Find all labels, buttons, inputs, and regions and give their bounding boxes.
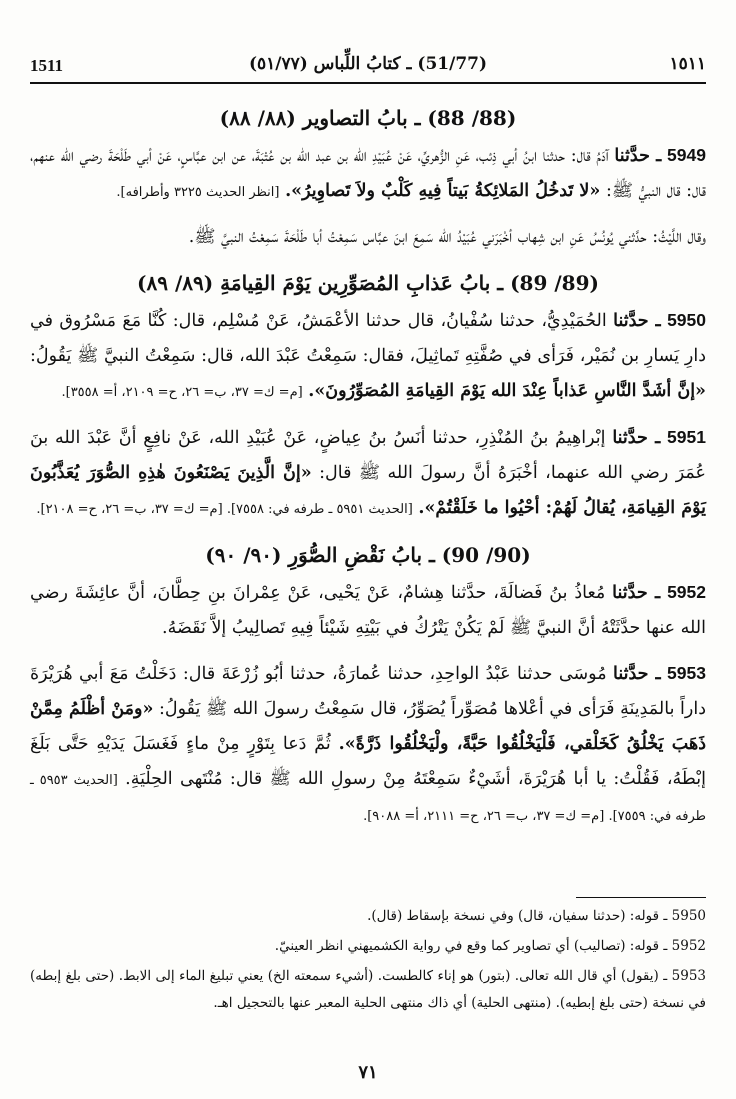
hadith-quote: «إنَّ الَّذِينَ يَصْنَعُونَ هٰذِهِ الصُّوَرَ يُعَذَّبُونَ يَوْمَ القِيامَةِ، يُقالُ لَهُمْ: أحْيُوا ما خَلَقْتُمْ». bbox=[30, 463, 706, 518]
hadith-5952 bbox=[30, 575, 706, 646]
chapter-title-90: (90/ 90) ـ بابُ نَقْضِ الصُّوَرِ (٩٠/ ٩٠) bbox=[205, 543, 531, 567]
hadith-quote: «إنَّ أشَدَّ النَّاسِ عَذاباً عِنْدَ الله يَوْمَ القِيامَةِ المُصَوِّرُونَ». bbox=[308, 381, 706, 401]
running-title: (51/77) ـ كتابُ اللِّباس (٥١/٧٧) bbox=[248, 54, 488, 74]
hadith-lead: ـ حدَّثنا bbox=[612, 428, 661, 448]
footnotes bbox=[30, 903, 706, 1020]
footnote-5953: 5953 ـ (يقول) أي قال الله تعالى. (بتور) هو إناء كالطست. (أشيء سمعته الخ) يعني تبليغ الماء إلى الابط. (حتى بلغ إبطه) في نسخة (حتى بلغ إبطيه). (منتهى الحلية) أي ذاك منتهى الحلية المعبر عنها بالتحجيل اهـ. bbox=[30, 968, 706, 1011]
footnote-separator bbox=[576, 897, 706, 898]
hadith-number: 5950 bbox=[667, 310, 706, 330]
hadith-quote: «ومَنْ أظْلَمُ مِمَّنْ ذَهَبَ يَخْلُقُ كَخَلْقي، فَلْيَخْلُقُوا حَبَّةً، ولْيَخْلُقُوا ذَرَّةً». bbox=[30, 699, 706, 754]
chapter-title-89: (89/ 89) ـ بابُ عَذابِ المُصَوِّرِين يَوْمَ القِيامَةِ (٨٩/ ٨٩) bbox=[137, 271, 599, 295]
hadith-text: مُعاذُ بنُ فَضالَةَ، حدَّثنا هِشامٌ، عَنْ يَحْيى، عَنْ عِمْرانَ بنِ حِطَّانَ، أنَّ عائِشَةَ رضي الله عنها حدَّثَتْهُ أنَّ النبيَّ ﷺ لَمْ يَكُنْ يَتْرُكُ في بَيْتِهِ شَيْئاً فِيهِ تَصالِيبُ إلاَّ نَقَضَهُ. bbox=[30, 583, 706, 638]
footnote-5952: 5952 ـ قوله: (تصاليب) أي تصاوير كما وقع في رواية الكشميهني انظر العينيّ. bbox=[274, 938, 706, 954]
hadith-continuation: ثُمَّ دَعا بِتَوْرٍ مِنْ ماءٍ فَغَسَلَ يَدَيْهِ حَتَّى بَلَغَ إبْطَهُ، فَقُلْتُ: يا أبا هُرَيْرَةَ، أشَيْءٌ سَمِعْتَهُ مِنْ رسولِ الله ﷺ قال: مُنْتَهى الحِلْيَةِ. bbox=[30, 734, 706, 789]
hadith-text: إبْراهِيمُ بنُ المُنْذِرِ، حدثنا أنَسُ بنُ عِياضٍ، عَنْ عُبَيْدِ الله، عَنْ نافِعٍ أنَّ عَبْدَ الله بنَ عُمَرَ رضي الله عنهما، أخْبَرَهُ أنَّ رسولَ الله ﷺ قال: bbox=[30, 428, 706, 483]
footnote-5950: 5950 ـ قوله: (حدثنا سفيان، قال) وفي نسخة بإسقاط (قال). bbox=[367, 908, 706, 924]
hadith-reference: [الحديث ٥٩٥١ ـ طرفه في: ٧٥٥٨]. [م= ك= ٣٧، ب= ٢٦، ح= ٢١٠٨]. bbox=[36, 502, 413, 517]
hadith-number: 5949 bbox=[667, 145, 706, 165]
hadith-number: 5951 bbox=[667, 427, 706, 447]
hadith-text: مُوسَى حدثنا عَبْدُ الواحِدِ، حدثنا عُمارَةُ، حدثنا أبُو زُرْعَةَ قال: دَخَلْتُ مَعَ أبي هُرَيْرَةَ داراً بالمَدِينَةِ فَرَأى في أعْلاها مُصَوِّراً يُصَوِّرُ، قال سَمِعْتُ رسولَ الله ﷺ يَقُولُ: bbox=[30, 664, 707, 719]
hadith-lead: ـ حدَّثنا bbox=[612, 583, 661, 603]
hadith-reference: [م= ك= ٣٧، ب= ٢٦، ح= ٢١٠٩، أ= ٣٥٥٨]. bbox=[61, 385, 303, 400]
hadith-5949 bbox=[30, 138, 706, 210]
hadith-5950 bbox=[30, 303, 706, 410]
hadith-lead: ـ حدَّثنا bbox=[613, 664, 661, 684]
hadith-5951 bbox=[30, 420, 706, 527]
page-number-arabic: ١٥١١ bbox=[669, 54, 706, 74]
chapter-title-88: (88/ 88) ـ بابُ التصاوير (٨٨/ ٨٨) bbox=[219, 106, 517, 130]
hadith-laith bbox=[30, 220, 706, 255]
hadith-quote: «لا تَدخُلُ المَلائِكةُ بَيتاً فِيهِ كَلْبٌ ولاَ تَصاوِيرُ». bbox=[285, 181, 601, 201]
main-text bbox=[30, 100, 706, 844]
hadith-reference: [انظر الحديث ٣٢٢٥ وأطرافه]. bbox=[116, 185, 280, 200]
hadith-text: آدَمُ قال: حدثنا ابنُ أبي ذِئب، عَنِ الزُّهريِّ، عَنْ عُبَيْدِ الله بن عبد الله بن عُتْبَةَ، عن ابن عبَّاسٍ، عَنْ أبي طَلْحَةَ رضي الله عنهم، قال: قال النبيُّ ﷺ: bbox=[30, 146, 706, 201]
page-header bbox=[30, 48, 706, 84]
hadith-lead: ـ حدَّثنا bbox=[613, 311, 661, 331]
hadith-lead: ـ حدَّثنا bbox=[614, 146, 662, 166]
hadith-5953 bbox=[30, 656, 706, 834]
page-number-latin: 1511 bbox=[30, 56, 64, 75]
hadith-reference: [الحديث ٥٩٥٣ ـ طرفه في: ٧٥٥٩]. [م= ك= ٣٧، ب= ٢٦، ح= ٢١١١، أ= ٩٠٨٨]. bbox=[30, 773, 706, 824]
hadith-number: 5952 bbox=[667, 582, 706, 602]
hadith-number: 5953 bbox=[667, 663, 706, 683]
hadith-text: الحُمَيْدِيُّ، حدثنا سُفْيانُ، قال حدثنا الأعْمَشُ، عَنْ مُسْلِم، قال: كُنَّا مَعَ مَسْرُوق في دارِ يَسارِ بن نُمَيْر، فَرَأى في صُفَّتِهِ تَماثِيلَ، فقال: سَمِعْتُ عَبْدَ الله، قال: سَمِعْتُ النبيَّ ﷺ يَقُولُ: bbox=[30, 311, 706, 366]
page-number-footer: ٧١ bbox=[358, 1062, 378, 1083]
hadith-text: وقال اللَّيْثُ: حدَّثني يُونُسُ عَنِ ابن شِهاب أخْبَرَني عُبَيْدُ الله سَمِعَ ابنَ عبَّاس سَمِعْتُ أبا طَلْحَةَ سَمِعْتُ النبيَّ ﷺ. bbox=[188, 227, 706, 247]
